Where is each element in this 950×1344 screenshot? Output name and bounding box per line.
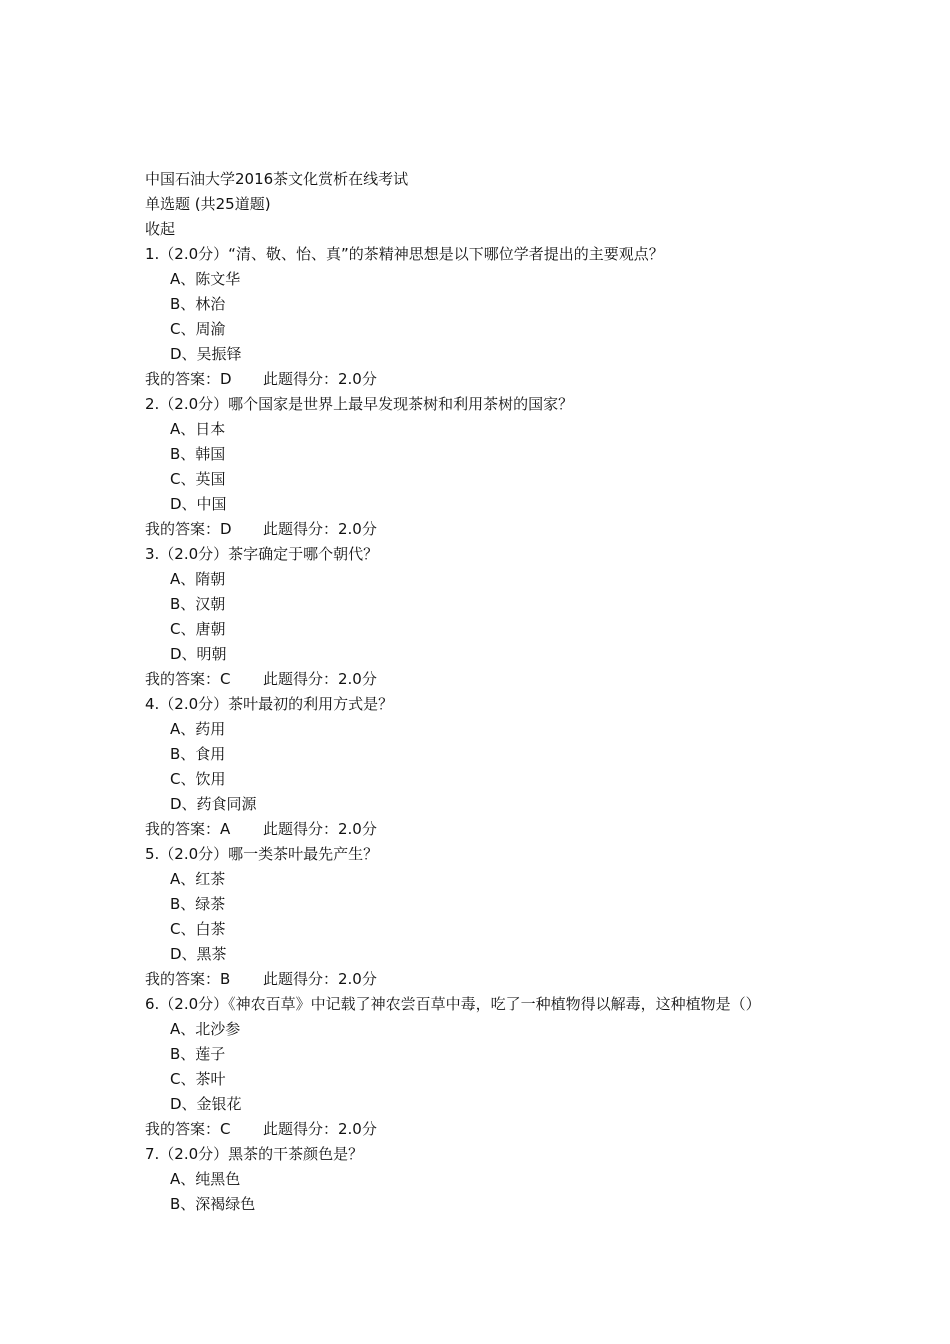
answer-row — [145, 667, 865, 692]
question-stem: 7.（2.0分）黑茶的干茶颜色是？ — [145, 1145, 364, 1163]
section-heading: 单选题 (共25道题) — [145, 195, 271, 213]
question-stem: 2.（2.0分）哪个国家是世界上最早发现茶树和利用茶树的国家？ — [145, 395, 574, 413]
question-score: 此题得分：2.0分 — [263, 970, 377, 988]
answer-row — [145, 367, 865, 392]
option-c: C、英国 — [170, 470, 226, 488]
option-d: D、黑茶 — [170, 945, 227, 963]
question-stem: 4.（2.0分）茶叶最初的利用方式是？ — [145, 695, 394, 713]
question-stem: 1.（2.0分）“清、敬、怡、真”的茶精神思想是以下哪位学者提出的主要观点？ — [145, 245, 664, 263]
question-score: 此题得分：2.0分 — [263, 1120, 377, 1138]
option-b: B、深褐绿色 — [170, 1195, 256, 1213]
my-answer: 我的答案：D — [145, 370, 232, 388]
my-answer: 我的答案：D — [145, 520, 232, 538]
question-stem: 5.（2.0分）哪一类茶叶最先产生？ — [145, 845, 379, 863]
answer-row — [145, 517, 865, 542]
answer-row — [145, 817, 865, 842]
option-c: C、饮用 — [170, 770, 226, 788]
option-a: A、纯黑色 — [170, 1170, 241, 1188]
question-4 — [145, 692, 865, 842]
option-a: A、北沙参 — [170, 1020, 241, 1038]
option-a: A、陈文华 — [170, 270, 241, 288]
option-a: A、红茶 — [170, 870, 226, 888]
option-c: C、周渝 — [170, 320, 226, 338]
option-b: B、林治 — [170, 295, 226, 313]
question-2 — [145, 392, 865, 542]
option-d: D、金银花 — [170, 1095, 242, 1113]
option-d: D、明朝 — [170, 645, 227, 663]
option-a: A、日本 — [170, 420, 226, 438]
option-c: C、茶叶 — [170, 1070, 226, 1088]
answer-row — [145, 1117, 865, 1142]
option-d: D、吴振铎 — [170, 345, 242, 363]
question-3 — [145, 542, 865, 692]
option-c: C、白茶 — [170, 920, 226, 938]
question-5 — [145, 842, 865, 992]
question-score: 此题得分：2.0分 — [263, 370, 377, 388]
option-b: B、食用 — [170, 745, 226, 763]
option-d: D、药食同源 — [170, 795, 257, 813]
my-answer: 我的答案：A — [145, 820, 231, 838]
question-stem: 6.（2.0分）《神农百草》中记载了神农尝百草中毒，吃了一种植物得以解毒，这种植物是（） — [145, 995, 761, 1013]
option-b: B、韩国 — [170, 445, 226, 463]
option-a: A、隋朝 — [170, 570, 226, 588]
question-score: 此题得分：2.0分 — [263, 520, 377, 538]
question-stem: 3.（2.0分）茶字确定于哪个朝代？ — [145, 545, 379, 563]
option-d: D、中国 — [170, 495, 227, 513]
question-6 — [145, 992, 865, 1142]
question-1 — [145, 242, 865, 392]
collapse-link[interactable]: 收起 — [145, 220, 176, 238]
document-content — [145, 167, 865, 1217]
answer-row — [145, 967, 865, 992]
option-b: B、汉朝 — [170, 595, 226, 613]
option-c: C、唐朝 — [170, 620, 226, 638]
my-answer: 我的答案：C — [145, 1120, 231, 1138]
my-answer: 我的答案：B — [145, 970, 231, 988]
question-score: 此题得分：2.0分 — [263, 670, 377, 688]
option-b: B、莲子 — [170, 1045, 226, 1063]
document-title: 中国石油大学2016茶文化赏析在线考试 — [145, 170, 409, 188]
question-7 — [145, 1142, 865, 1217]
option-a: A、药用 — [170, 720, 226, 738]
question-score: 此题得分：2.0分 — [263, 820, 377, 838]
my-answer: 我的答案：C — [145, 670, 231, 688]
option-b: B、绿茶 — [170, 895, 226, 913]
